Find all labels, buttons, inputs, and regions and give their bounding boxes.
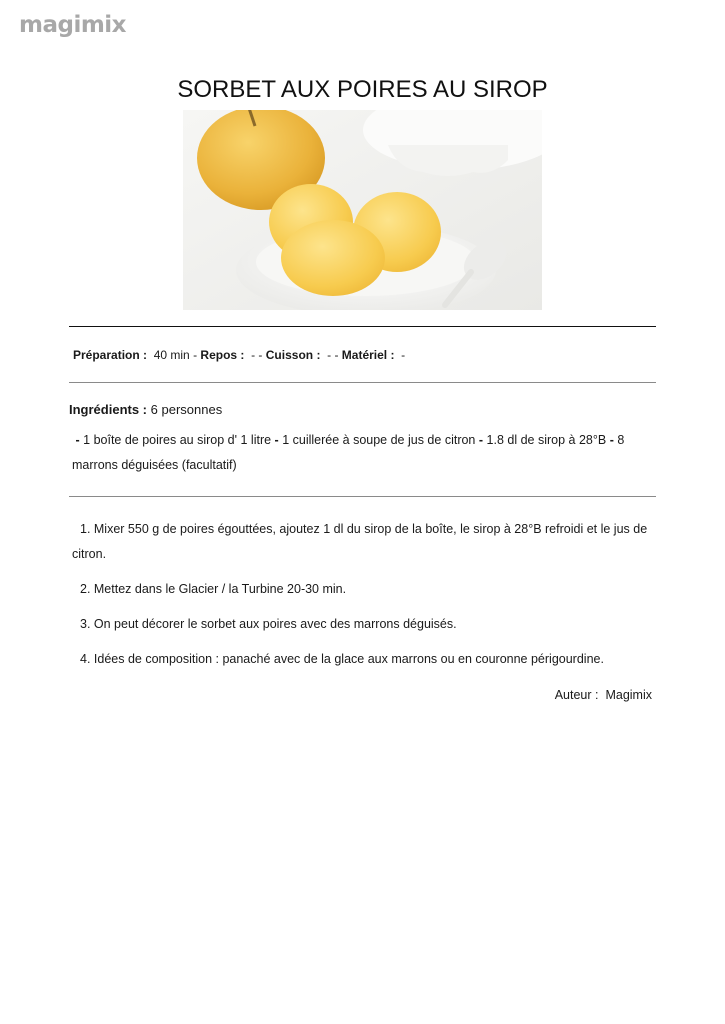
ingredients-servings: 6 personnes (150, 402, 223, 417)
repos-label: Repos : (200, 348, 245, 362)
cuisson-label: Cuisson : (265, 348, 321, 362)
materiel-label: Matériel : (341, 348, 395, 362)
recipe-steps (72, 517, 652, 682)
step-3: 3. On peut décorer le sorbet aux poires avec des marrons déguisés. (80, 617, 457, 631)
recipe-title: SORBET AUX POIRES AU SIROP (177, 76, 548, 104)
divider-top (69, 326, 656, 327)
divider-meta (69, 382, 656, 383)
materiel-value: - (401, 348, 406, 362)
step-1: 1. Mixer 550 g de poires égouttées, ajoutez 1 dl du sirop de la boîte, le sirop à 28°B refroidi et le jus de citron. (72, 522, 648, 561)
preparation-value: 40 min (153, 348, 190, 362)
ingredient-item: 8 marrons déguisées (facultatif) (72, 433, 625, 472)
repos-value: - - (251, 348, 263, 362)
author-label: Auteur : (554, 688, 599, 702)
preparation-label: Préparation : (73, 348, 148, 362)
brand-logo: magimix (19, 12, 127, 38)
ingredients-list: - 1 boîte de poires au sirop d' 1 litre - 1 cuillerée à soupe de jus de citron - 1.8 dl de sirop à 28°B - 8 marrons déguisées (facultatif) (72, 433, 625, 472)
cuisson-value: - - (327, 348, 339, 362)
ingredient-item: 1.8 dl de sirop à 28°B (486, 433, 607, 447)
ingredient-item: 1 boîte de poires au sirop d' 1 litre (83, 433, 272, 447)
recipe-meta: Préparation : 40 min - Repos : - - Cuisson : - - Matériel : - (73, 348, 406, 362)
ingredients-heading (69, 402, 222, 417)
step-2: 2. Mettez dans le Glacier / la Turbine 20-30 min. (80, 582, 347, 596)
author-name: Magimix (605, 688, 652, 702)
recipe-photo (183, 110, 542, 310)
step-4: 4. Idées de composition : panaché avec de la glace aux marrons ou en couronne périgourdine. (80, 652, 604, 666)
ingredients-label: Ingrédients : (69, 402, 148, 417)
divider-ingredients (69, 496, 656, 497)
ingredient-item: 1 cuillerée à soupe de jus de citron (282, 433, 476, 447)
author-line (555, 688, 652, 702)
